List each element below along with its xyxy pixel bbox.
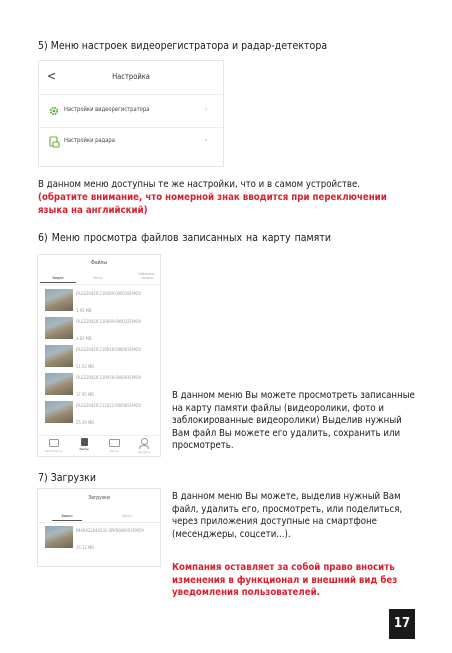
folder-icon (109, 439, 120, 447)
downloads-screenshot (38, 489, 160, 566)
file-name: FILE220420-110918-000003F.MOV (76, 347, 142, 352)
file-size: 51.52 MB (76, 364, 94, 369)
video-thumbnail (45, 373, 73, 395)
file-name: FILE220420-111012-000005F.MOV (76, 403, 142, 408)
section-5-heading: 5) Меню настроек видеорегистратора и радар-детектора (38, 40, 328, 52)
file-size: 35.12 MB (76, 545, 94, 550)
dashcam-settings-label: Настройки видеорегистратора (64, 107, 150, 113)
section-6-text: В данном меню Вы можете просмотреть записанные на карту памяти файлы (видеоролики, фото и заблокированные видеоролики) Выделив нужный Вам файл Вы можете его удалить, сохранить или просмотреть. (172, 390, 415, 452)
file-name: IMAR022044201-SPKR000003F.MOV (76, 528, 145, 533)
video-thumbnail (45, 526, 73, 548)
camera-icon (49, 439, 59, 447)
section-7-text: В данном меню Вы можете, выделив нужный Вам файл, удалить его, просмотреть, или поделиться, через приложения доступные на смартфоне (месенджеры, соцсети...). (172, 491, 403, 540)
section-5-warning: (обратите внимание, что номерной знак вводится при переключении языка на английский) (38, 192, 387, 216)
tab-photo[interactable]: Фото (93, 275, 103, 280)
file-name: FILE220420-110409-000018F.MOV (76, 291, 142, 296)
downloads-title: Загрузки (88, 495, 110, 501)
settings-screenshot (39, 61, 223, 166)
radar-settings-item[interactable] (39, 129, 223, 155)
radar-settings-label: Настройки радара (64, 138, 115, 144)
tab-video[interactable]: Видео (52, 275, 64, 280)
section-7-notice: Компания оставляет за собой право вносить изменения в функционал и внешний вид без уведомления пользователей. (172, 562, 398, 599)
nav-files[interactable]: Файлы (70, 437, 98, 451)
nav-folder[interactable]: Папка (100, 437, 128, 453)
chevron-right-icon: › (205, 136, 208, 144)
chevron-right-icon: › (205, 105, 208, 113)
tab-photo[interactable]: Фото (122, 513, 132, 518)
video-thumbnail (45, 345, 73, 367)
section-7-heading: 7) Загрузки (38, 472, 96, 484)
tab-video[interactable]: Видео (61, 513, 73, 518)
file-size: 17.95 MB (76, 392, 94, 397)
files-icon (81, 438, 88, 446)
page-number: 17 (389, 609, 415, 639)
dashcam-settings-item[interactable] (39, 98, 223, 124)
section-6-heading: 6) Меню просмотра файлов записанных на карту памяти (38, 232, 331, 244)
section-5-text: В данном меню доступны те же настройки, что и в самом устройстве. (38, 179, 361, 190)
file-size: 25.39 MB (76, 420, 94, 425)
files-screenshot (38, 255, 160, 456)
tab-locked[interactable]: Заблокир. записи (138, 272, 156, 281)
video-thumbnail (45, 317, 73, 339)
profile-icon (141, 438, 148, 445)
video-thumbnail (45, 289, 73, 311)
nav-profile[interactable]: Профиль (130, 437, 158, 454)
settings-title: Настройка (112, 72, 150, 81)
gear-icon (49, 106, 59, 116)
file-name: FILE220420-110839-000032F.MOV (76, 319, 142, 324)
back-icon[interactable]: < (47, 69, 57, 83)
bottom-nav (38, 437, 160, 455)
file-size: 4.83 MB (76, 336, 92, 341)
radar-icon (49, 136, 60, 148)
video-thumbnail (45, 401, 73, 423)
nav-dashcam[interactable]: Регистратор (40, 437, 68, 453)
file-size: 1.95 MB (76, 308, 92, 313)
file-name: FILE220420-110918-000004F.MOV (76, 375, 142, 380)
files-title: Файлы (91, 260, 107, 266)
